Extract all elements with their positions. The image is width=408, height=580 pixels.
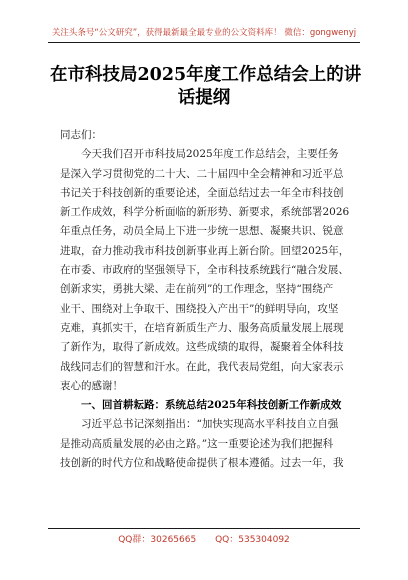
text-line: 克难，真抓实干，在培育新质生产力、服务高质量发展上展现 — [60, 321, 344, 334]
header-notice: 关注头条号“公文研究”，获得最新最全最专业的公文资料库！ 微信：gongwenyj — [51, 28, 357, 38]
footer-contact — [0, 532, 408, 545]
header-divider — [48, 42, 360, 43]
text-line: 进取，奋力推动我市科技创新事业再上新台阶。回望2025年， — [60, 244, 350, 257]
salutation: 同志们： — [60, 129, 102, 141]
section-heading: 一、回首耕耘路：系统总结2025年科技创新工作新成效 — [81, 399, 342, 412]
text-line: 战线同志们的智慧和汗水。在此，我代表局党组，向大家表示 — [60, 360, 344, 373]
text-line: 了新作为，取得了新成效。这些成绩的取得，凝聚着全体科技 — [60, 341, 344, 354]
text-line: 是推动高质量发展的必由之路。”这一重要论述为我们把握科 — [60, 437, 334, 450]
title-line-2: 话提纲 — [177, 88, 231, 108]
text-line: 在市委、市政府的坚强领导下，全市科技系统践行“融合发展、 — [60, 264, 349, 277]
text-line: 技创新的时代方位和战略使命提供了根本遵循。过去一年，我 — [60, 457, 344, 470]
text-line: 是深入学习贯彻党的二十大、二十届四中全会精神和习近平总 — [60, 167, 344, 180]
text-line: 习近平总书记深刻指出：“加快实现高水平科技自立自强 — [81, 418, 339, 431]
text-line: 书记关于科技创新的重要论述，全面总结过去一年全市科技创 — [60, 186, 344, 199]
text-line: 衷心的感谢！ — [60, 379, 123, 392]
text-line: 今天我们召开市科技局2025年度工作总结会，主要任务 — [81, 148, 339, 161]
text-line: 新工作成效，科学分析面临的新形势、新要求，系统部署2026 — [60, 206, 350, 219]
text-line: 年重点任务，动员全局上下进一步统一思想、凝聚共识、锐意 — [60, 225, 344, 238]
paragraph-intro — [60, 145, 360, 396]
text-line: 业干、围绕对上争取干、围绕投入产出干”的鲜明导向，攻坚 — [60, 302, 339, 315]
text-line: 创新求实，勇挑大梁、走在前列”的工作理念，坚持“围绕产 — [60, 283, 334, 296]
paragraph-section-1 — [60, 415, 360, 473]
footer-divider — [48, 528, 360, 529]
footer-qq: QQ：535304092 — [215, 535, 290, 545]
footer-qq-group: QQ群：30265665 — [118, 535, 197, 545]
document-title — [50, 64, 362, 110]
document-body — [60, 126, 360, 473]
title-line-1: 在市科技局2025年度工作总结会上的讲 — [50, 65, 362, 85]
